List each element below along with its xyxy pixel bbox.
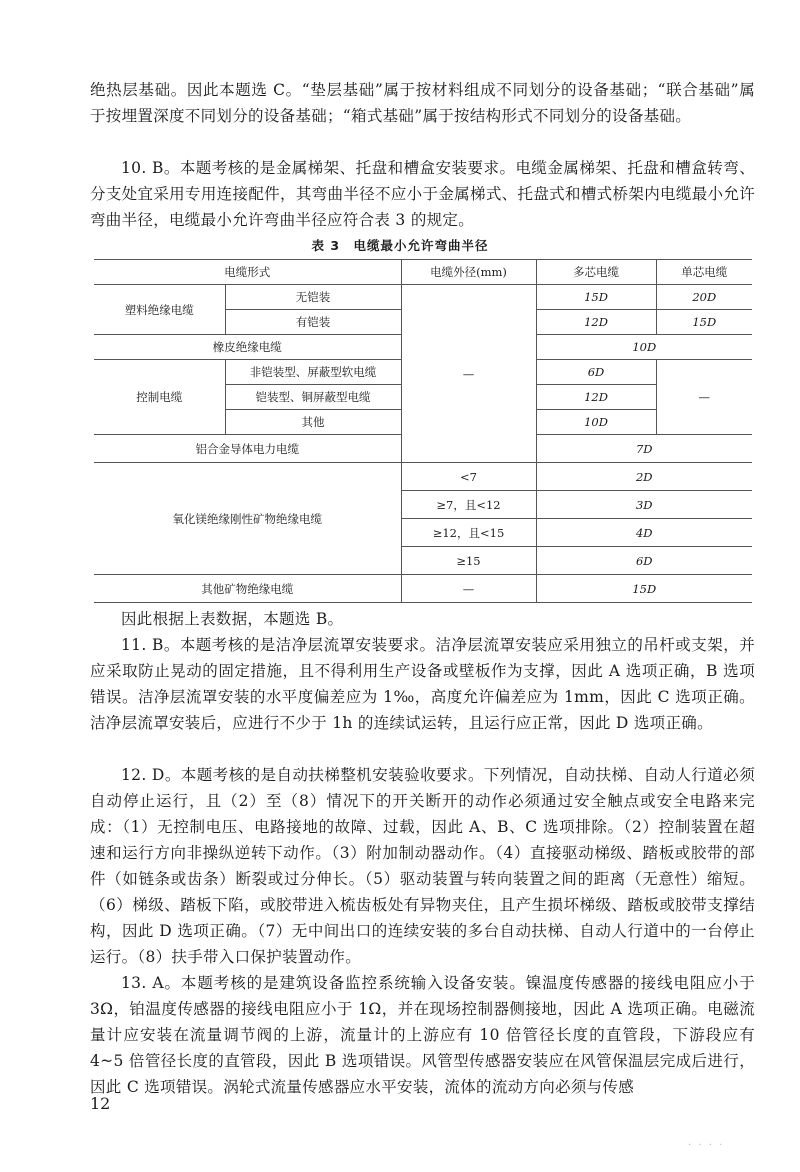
cell-value: 10D: [536, 410, 656, 435]
cell-value: 15D: [536, 285, 656, 310]
header-single-core: 单芯电缆: [656, 260, 752, 285]
paragraph-q10: 10. B。本题考核的是金属梯架、托盘和槽盒安装要求。电缆金属梯架、托盘和槽盒转弯、分支处宜采用专用连接配件，其弯曲半径不应小于金属梯式、托盘式和槽式桥架内电缆最小允许弯曲半径，电缆最小允许弯曲半径应符合表 3 的规定。: [90, 159, 755, 229]
cell-mineral-cable: 氧化镁绝缘刚性矿物绝缘电缆: [94, 463, 401, 575]
table-header-row: [94, 260, 752, 285]
cell-value: 12D: [536, 385, 656, 410]
cell-value: 2D: [536, 463, 752, 491]
cell-other-mineral-cable: 其他矿物绝缘电缆: [94, 575, 401, 603]
cell-diameter-dash: —: [401, 285, 536, 463]
cell-armored: 有铠装: [225, 310, 401, 335]
cell-diameter: ≥12，且<15: [401, 519, 536, 547]
paragraph-q11: 11. B。本题考核的是洁净层流罩安装要求。洁净层流罩安装应采用独立的吊杆或支架，并应采取防止晃动的固定措施，且不得利用生产设备或壁板作为支撑，因此 A 选项正确，B 选项错误。洁净层流罩安装的水平度偏差应为 1‰，高度允许偏差应为 1mm，因此 C 选项正确。洁净层流罩安装后，应进行不少于 1h 的连续试运转，且运行应正常，因此 D 选项正确。: [90, 636, 755, 732]
cell-value: 6D: [536, 547, 752, 575]
table-row: [94, 285, 752, 310]
cell-value: 15D: [536, 575, 752, 603]
cell-alloy-cable: 铝合金导体电力电缆: [94, 435, 401, 463]
cell-control-single-dash: —: [656, 360, 752, 435]
table-row: [94, 463, 752, 491]
cell-value: 6D: [536, 360, 656, 385]
cell-control-sub: 铠装型、铜屏蔽型电缆: [225, 385, 401, 410]
header-outer-diameter: 电缆外径(mm): [401, 260, 536, 285]
bend-radius-table: [94, 259, 752, 603]
table-caption: 表 3 电缆最小允许弯曲半径: [311, 238, 489, 253]
cell-value: 20D: [656, 285, 752, 310]
cell-diameter: ≥7，且<12: [401, 491, 536, 519]
paragraph-conclusion: 因此根据上表数据，本题选 B。: [121, 610, 344, 628]
cell-value: 4D: [536, 519, 752, 547]
cell-control-sub: 其他: [225, 410, 401, 435]
cell-value: 3D: [536, 491, 752, 519]
decorative-dots: · · · ·: [688, 1140, 725, 1151]
header-cable-type: 电缆形式: [94, 260, 401, 285]
cell-unarmored: 无铠装: [225, 285, 401, 310]
paragraph-q13: 13. A。本题考核的是建筑设备监控系统输入设备安装。镍温度传感器的接线电阻应小于 3Ω，铂温度传感器的接线电阻应小于 1Ω，并在现场控制器侧接地，因此 A 选项正确。电磁流量计应安装在流量调节阀的上游，流量计的上游应有 10 倍管径长度的直管段，下游段应有 4~5 倍管径长度的直管段，因此 B 选项错误。风管型传感器安装应在风管保温层完成后进行，因此 C 选项错误。涡轮式流量传感器应水平安装，流体的流动方向必须与传感: [90, 974, 755, 1096]
page-number: 12: [90, 1094, 111, 1113]
paragraph-intro: 绝热层基础。因此本题选 C。“垫层基础”属于按材料组成不同划分的设备基础；“联合基础”属于按埋置深度不同划分的设备基础；“箱式基础”属于按结构形式不同划分的设备基础。: [90, 81, 755, 125]
cell-diameter: <7: [401, 463, 536, 491]
cell-control-cable: 控制电缆: [94, 360, 225, 435]
header-multi-core: 多芯电缆: [536, 260, 656, 285]
cell-value: 7D: [536, 435, 752, 463]
cell-value: 10D: [536, 335, 752, 360]
cell-value: 12D: [536, 310, 656, 335]
cell-diameter: —: [401, 575, 536, 603]
cell-control-sub: 非铠装型、屏蔽型软电缆: [225, 360, 401, 385]
table-row: [94, 575, 752, 603]
paragraph-q12: 12. D。本题考核的是自动扶梯整机安装验收要求。下列情况，自动扶梯、自动人行道必须自动停止运行，且（2）至（8）情况下的开关断开的动作必须通过安全触点或安全电路来完成：（1）无控制电压、电路接地的故障、过载，因此 A、B、C 选项排除。（2）控制装置在超速和运行方向非操纵逆转下动作。（3）附加制动器动作。（4）直接驱动梯级、踏板或胶带的部件（如链条或齿条）断裂或过分伸长。（5）驱动装置与转向装置之间的距离（无意性）缩短。（6）梯级、踏板下陷，或胶带进入梳齿板处有异物夹住，且产生损坏梯级、踏板或胶带支撑结构，因此 D 选项正确。（7）无中间出口的连续安装的多台自动扶梯、自动人行道中的一台停止运行。（8）扶手带入口保护装置动作。: [90, 766, 755, 966]
cell-diameter: ≥15: [401, 547, 536, 575]
cell-rubber-cable: 橡皮绝缘电缆: [94, 335, 401, 360]
cell-plastic-cable: 塑料绝缘电缆: [94, 285, 225, 335]
cell-value: 15D: [656, 310, 752, 335]
